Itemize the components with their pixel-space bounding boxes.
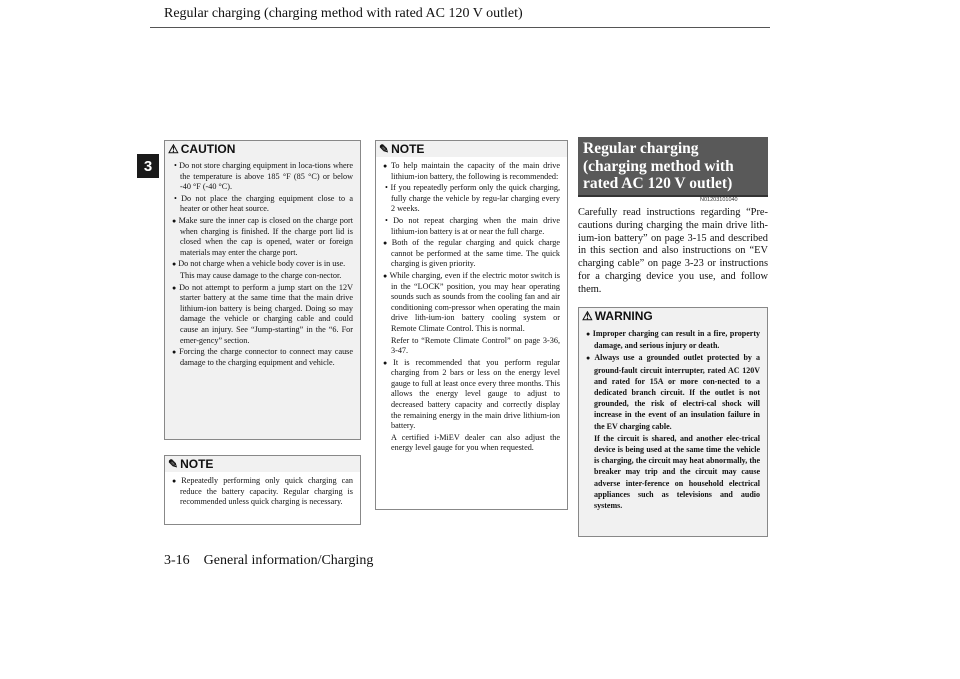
caution-item: ● Make sure the inner cap is closed on the charge port when charging is finished. If the charge port lid is closed when the cap is opened, water or foreign materials may enter the charge port.	[172, 215, 353, 257]
bullet-icon: ●	[383, 271, 388, 280]
bullet-icon: ●	[172, 477, 180, 485]
warning-body	[579, 324, 767, 516]
page-footer	[164, 553, 387, 569]
header-rule	[150, 27, 770, 28]
bullet-icon: ●	[383, 162, 389, 170]
note-continuation: Refer to “Remote Climate Control” on page 3-36, 3-47.	[391, 335, 560, 356]
bullet-icon: ●	[383, 239, 390, 248]
note-sub-item: • If you repeatedly perform only the quick charging, fully charge the vehicle by regu-lar charging every 2 weeks.	[385, 183, 560, 214]
caution-sub-item: • Do not store charging equipment in loca-tions where the temperature is above 185 °F (85 °C) or below -40 °F (-40 °C).	[174, 161, 353, 192]
note-box-left	[164, 455, 361, 525]
caution-label: CAUTION	[180, 142, 236, 156]
note-item: ● Both of the regular charging and quick charge cannot be performed at the same time. The quick charging is given priority.	[383, 238, 561, 269]
note-sub-item: • Do not repeat charging when the main drive lithium-ion battery is at or near the full charge.	[385, 215, 560, 236]
note-item: ● To help maintain the capacity of the main drive lithium-ion battery, the following is recommended:	[383, 161, 561, 181]
warning-triangle-icon: ⚠	[168, 142, 179, 156]
bullet-icon: ●	[172, 216, 177, 225]
header-title: Regular charging (charging method with rated AC 120 V outlet)	[164, 6, 523, 21]
footer-section: General information/Charging	[203, 553, 374, 568]
note-header	[165, 456, 360, 472]
section-rule	[578, 195, 768, 197]
note-item: ● While charging, even if the electric motor switch is in the “LOCK” position, you may hear operating sounds such as sounds from the cooling fan and air conditioning com-pressor when operating the main drive lith-ium-ion battery cooling system or Remote Climate Control. This is normal.	[383, 270, 560, 333]
caution-item: ● Do not charge when a vehicle body cover is in use.	[172, 259, 346, 269]
caution-body	[165, 157, 360, 373]
caution-continuation: This may cause damage to the charge con-nector.	[180, 270, 342, 280]
document-code: N01203101040	[700, 197, 738, 203]
note-label: NOTE	[391, 142, 425, 156]
bullet-icon: ●	[172, 260, 177, 269]
caution-item: ● Do not attempt to perform a jump start on the 12V starter battery at the same time that the main drive lithium-ion battery is being charged. Doing so may damage the vehicle or charging cable and could cause an injury. See “Jump-starting” in the “6. For emer-gency” section.	[172, 282, 353, 345]
warning-box	[578, 307, 768, 537]
bullet-icon: ●	[383, 358, 392, 367]
section-intro: Carefully read instructions regarding “Pre-cautions during charging the main drive lith-ium-ion battery” on page 3-15 and described in this section and also instructions on “EV charging cable” on page 3-23 or instructions for a charging device you use, and follow them.	[578, 207, 768, 295]
bullet-icon: ●	[586, 330, 591, 338]
warning-item: ● Always use a grounded outlet protected by a ground-fault circuit interrupter, rated AC 120V and rated for 15A or more con-nected to a dedicated branch circuit. If the outlet is not grounded, the risk of electri-cal shock will increase in the event of an insulation failure in the EV charging cable.	[586, 353, 760, 431]
bullet-icon: ●	[172, 283, 178, 292]
chapter-tab: 3	[137, 154, 159, 178]
warning-continuation: If the circuit is shared, and another elec-trical device is being used at the same time the vehicle is charging, the circuit may heat abnormally, the breaker may trip and the circuit may cause adverse inter-ference on household electrical appliances such as televisions and audio systems.	[594, 433, 760, 511]
section-title: Regular charging (charging method with rated AC 120 V outlet)	[578, 137, 768, 195]
page-number: 3-16	[164, 553, 190, 568]
warning-header	[579, 308, 767, 324]
warning-triangle-icon: ⚠	[582, 309, 593, 323]
note-body	[376, 157, 567, 459]
warning-item: ● Improper charging can result in a fire, property damage, and serious injury or death.	[586, 329, 760, 351]
note-item: ● Repeatedly performing only quick charging can reduce the battery capacity. Regular charging is recommended unless quick charging is necessary.	[172, 476, 354, 507]
note-body	[165, 472, 360, 513]
caution-item: ● Forcing the charge connector to connect may cause damage to the charging equipment and vehicle.	[172, 347, 353, 367]
note-header	[376, 141, 567, 157]
note-continuation: A certified i-MiEV dealer can also adjust the energy level gauge for you when requested.	[391, 432, 560, 453]
note-box-middle	[375, 140, 568, 510]
caution-box	[164, 140, 361, 440]
bullet-icon: ●	[586, 354, 593, 363]
note-item: ● It is recommended that you perform regular charging from 2 bars or less on the energy level gauge to full at least once every three months. This allows the energy level gauge to adjust to decreased battery capacity and correctly display the remaining energy in the main drive lithium-ion battery.	[383, 357, 560, 431]
note-pencil-icon: ✎	[168, 457, 179, 471]
caution-header	[165, 141, 360, 157]
note-label: NOTE	[180, 457, 214, 471]
bullet-icon: ●	[172, 348, 178, 357]
note-pencil-icon: ✎	[379, 142, 390, 156]
warning-label: WARNING	[594, 309, 653, 323]
caution-sub-item: • Do not place the charging equipment close to a heater or other heat source.	[174, 193, 353, 214]
